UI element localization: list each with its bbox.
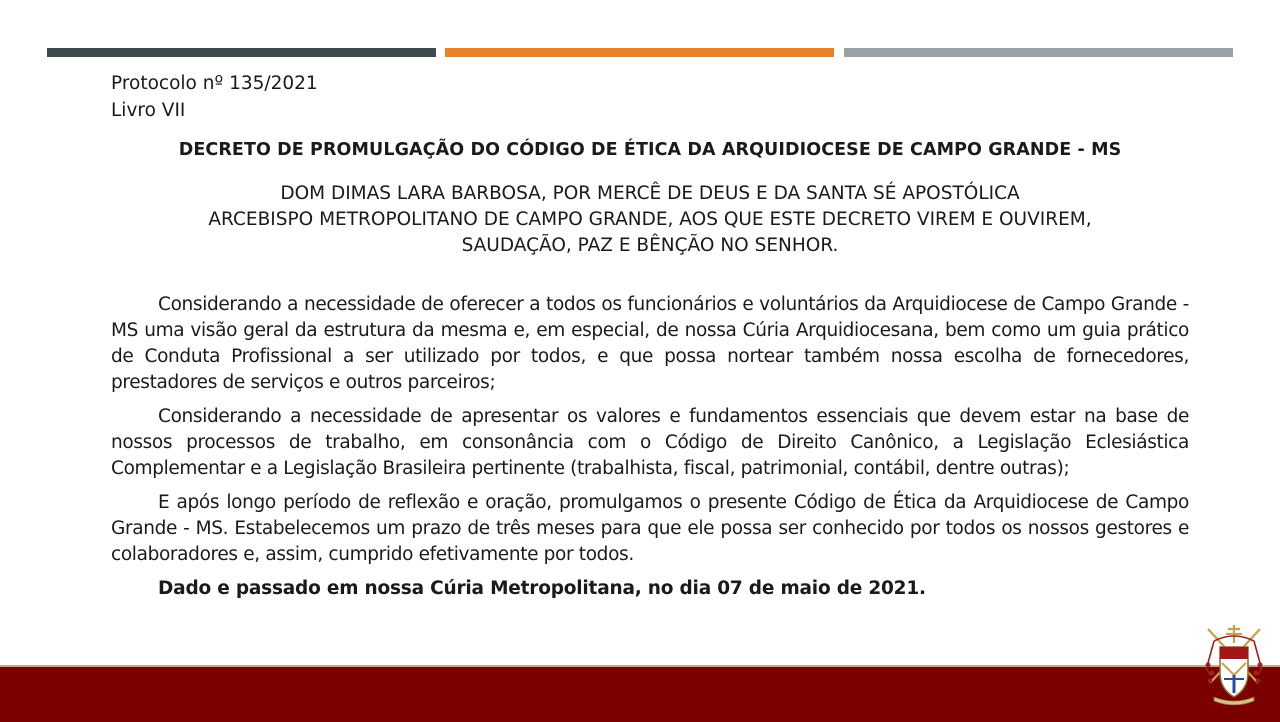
salutation-block	[150, 181, 1150, 259]
decree-title: DECRETO DE PROMULGAÇÃO DO CÓDIGO DE ÉTICA DA ARQUIDIOCESE DE CAMPO GRANDE - MS	[178, 140, 1122, 160]
decree-body	[111, 292, 1189, 610]
header-bar-dark	[47, 48, 436, 57]
archdiocese-coat-of-arms-icon	[1200, 623, 1268, 705]
book-number: Livro VII	[111, 100, 186, 121]
paragraph-2: Considerando a necessidade de apresentar os valores e fundamentos essenciais que devem estar na base de nossos processos de trabalho, em consonância com o Código de Direito Canônico, a Legislação Eclesiástica Complementar e a Legislação Brasileira pertinente (trabalhista, fiscal, patrimonial, contábil, dentre outras);	[111, 406, 1189, 479]
protocol-number: Protocolo nº 135/2021	[111, 73, 318, 94]
footer-band	[0, 665, 1280, 722]
protocol-block	[111, 70, 318, 124]
header-bar-gray	[844, 48, 1233, 57]
paragraph-1: Considerando a necessidade de oferecer a todos os funcionários e voluntários da Arquidiocese de Campo Grande - MS uma visão geral da estrutura da mesma e, em especial, de nossa Cúria Arquidiocesana, bem como um guia prático de Conduta Profissional a ser utilizado por todos, e que possa nortear também nossa escolha de fornecedores, prestadores de serviços e outros parceiros;	[111, 294, 1189, 393]
salutation-line: ARCEBISPO METROPOLITANO DE CAMPO GRANDE, AOS QUE ESTE DECRETO VIREM E OUVIREM,	[208, 209, 1092, 230]
paragraph-3: E após longo período de reflexão e oração, promulgamos o presente Código de Ética da Arquidiocese de Campo Grande - MS. Estabelecemos um prazo de três meses para que ele possa ser conhecido por todos os nossos gestores e colaboradores e, assim, cumprido efetivamente por todos.	[111, 492, 1189, 565]
header-bar-orange	[445, 48, 834, 57]
salutation-line: SAUDAÇÃO, PAZ E BÊNÇÃO NO SENHOR.	[461, 235, 839, 256]
closing-statement: Dado e passado em nossa Cúria Metropolitana, no dia 07 de maio de 2021.	[158, 578, 926, 599]
salutation-line: DOM DIMAS LARA BARBOSA, POR MERCÊ DE DEUS E DA SANTA SÉ APOSTÓLICA	[280, 183, 1020, 204]
